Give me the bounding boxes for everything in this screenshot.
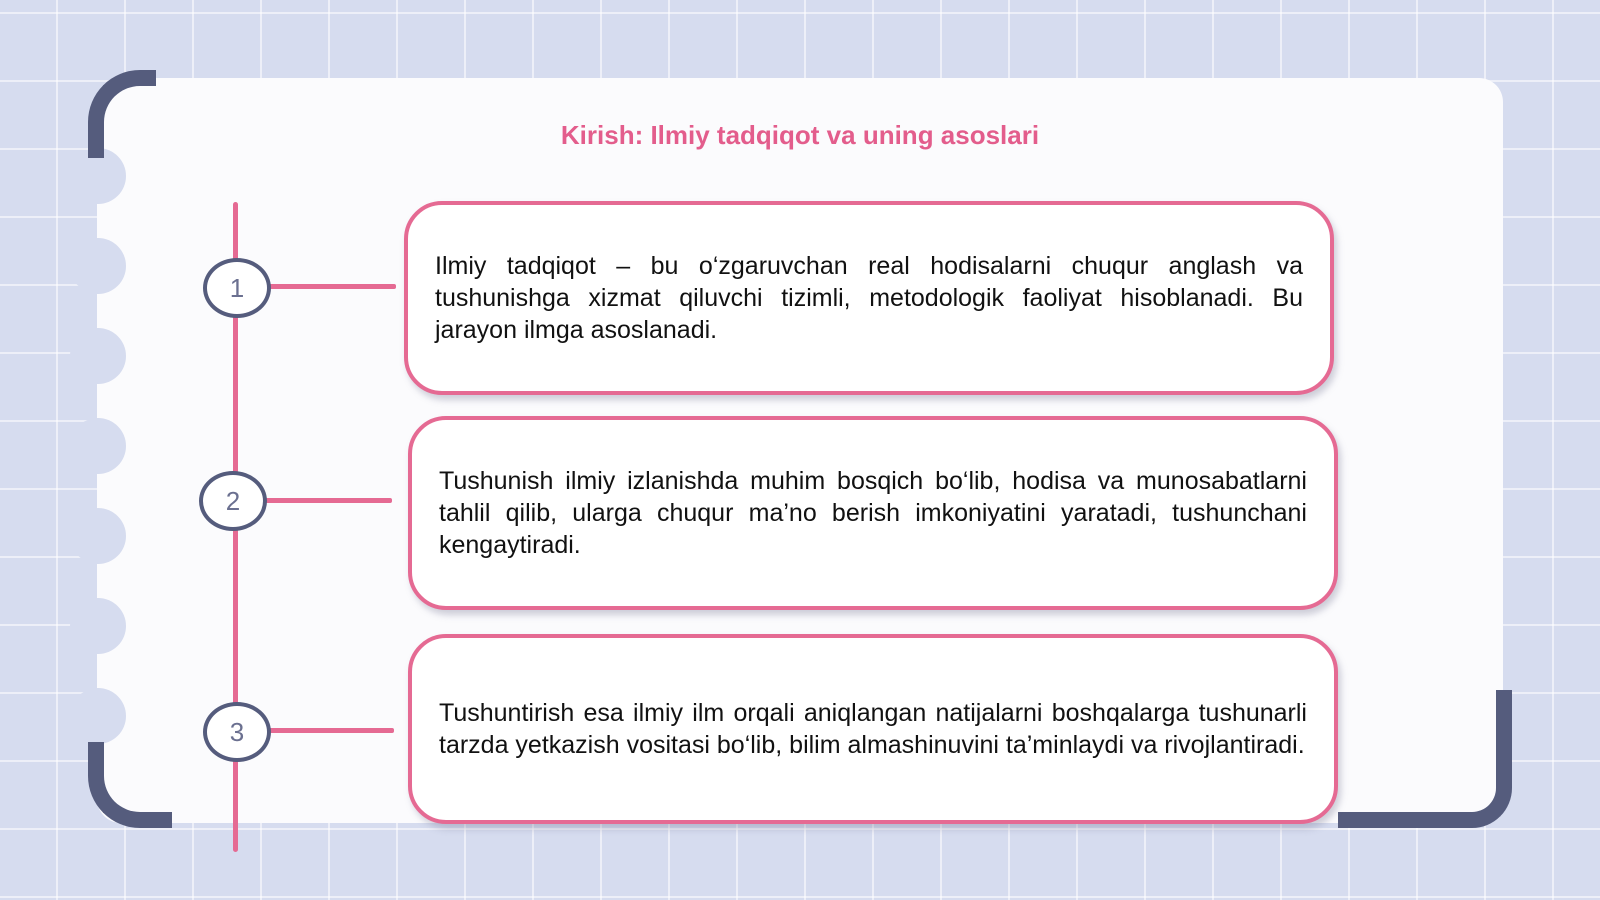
text-box-content: Tushuntirish esa ilmiy ilm orqali aniqlangan natijalarni boshqalarga tushunarli tarzda yetkazish vositasi bo‘lib, bilim almashinuvini ta’minlaydi va rivojlantiradi.: [439, 699, 1307, 759]
card-edge-notch: [70, 328, 126, 384]
connector-1: [266, 284, 396, 289]
corner-bracket-bottom-left: [88, 742, 172, 828]
connector-2: [262, 498, 392, 503]
text-box-content: Tushunish ilmiy izlanishda muhim bosqich bo‘lib, hodisa va munosabatlarni tahlil qilib, ularga chuqur ma’no berish imkoniyatini yaratadi, tushunchani kengaytiradi.: [439, 467, 1307, 559]
card-edge-notch: [70, 238, 126, 294]
text-box-1: [404, 201, 1334, 395]
text-box-3: [408, 634, 1338, 824]
connector-3: [266, 728, 394, 733]
corner-bracket-top-left: [88, 70, 156, 158]
step-number-badge: [203, 258, 271, 318]
card-edge-notch: [70, 508, 126, 564]
card-edge-notch: [70, 598, 126, 654]
step-number-badge: [199, 471, 267, 531]
step-number: 1: [229, 272, 245, 303]
step-number: 3: [229, 716, 245, 747]
step-number: 2: [225, 485, 241, 516]
text-box-2: [408, 416, 1338, 610]
corner-bracket-bottom-right: [1338, 690, 1512, 828]
text-box-content: Ilmiy tadqiqot – bu o‘zgaruvchan real hodisalarni chuqur anglash va tushunishga xizmat qiluvchi tizimli, metodologik faoliyat hisoblanadi. Bu jarayon ilmga asoslanadi.: [435, 252, 1303, 344]
card-edge-notch: [70, 418, 126, 474]
card-edge-notch: [70, 688, 126, 744]
slide-title: Kirish: Ilmiy tadqiqot va uning asoslari: [560, 120, 1040, 150]
step-number-badge: [203, 702, 271, 762]
